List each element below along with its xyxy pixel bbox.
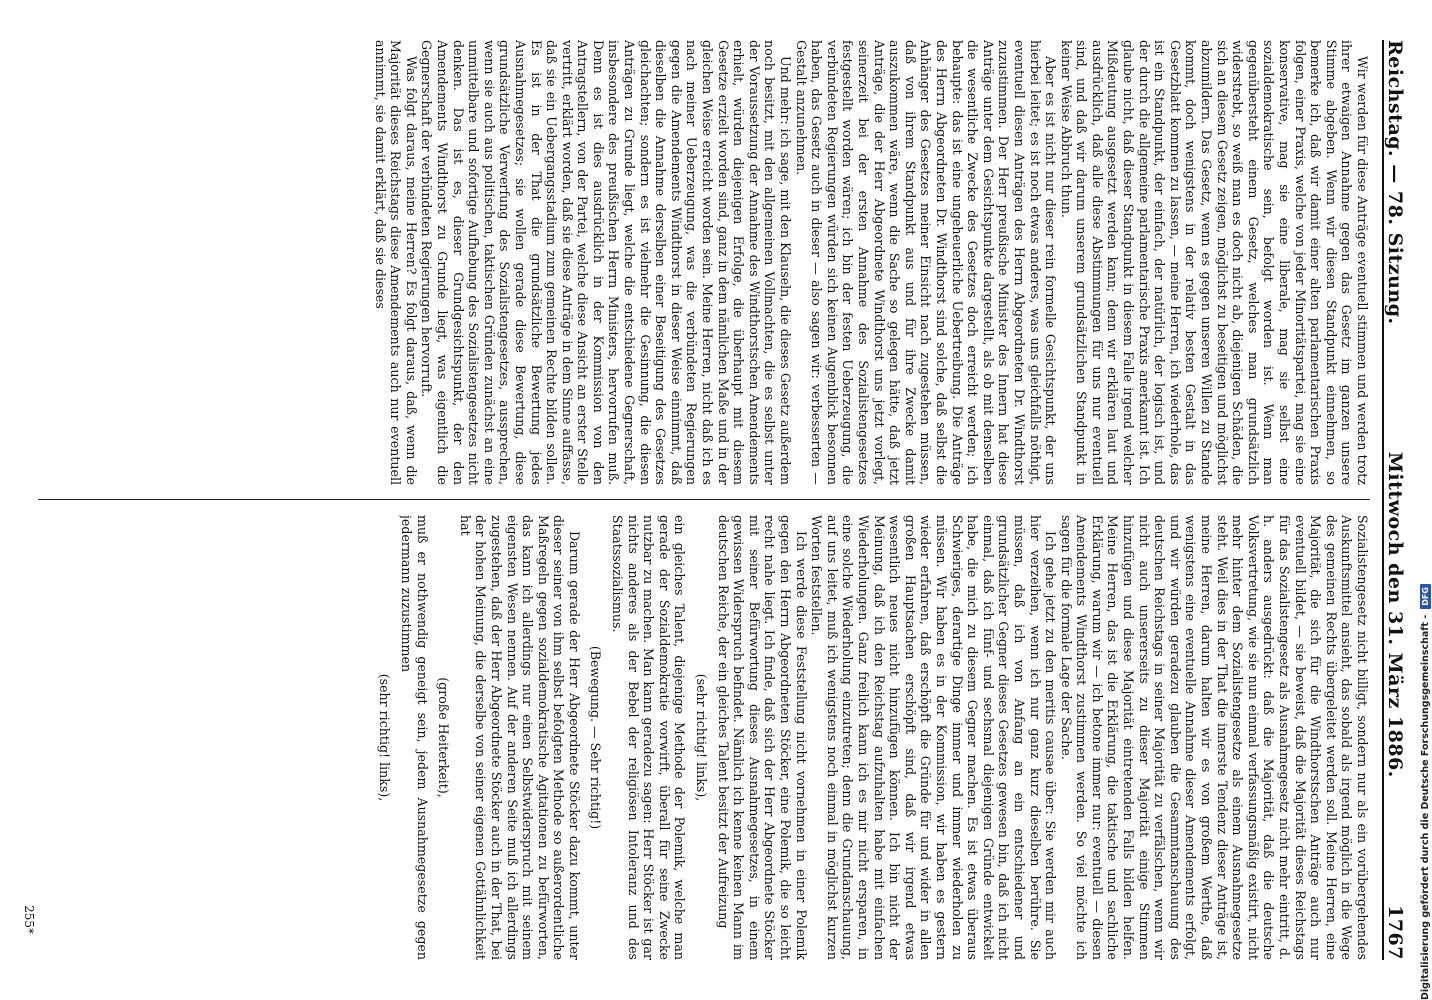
paragraph: Wir werden für diese Anträge eventuell stimmen und werden trotz ihrer etwaigen Annahme gegen das Gesetz im ganzen unsere Stimme abgeben. Wenn wir diesen Standpunkt einnehmen, so bemerke ich, daß wir damit einer alten parlamentarischen Praxis folgen, einer Praxis, welche von jeder Minoritätspartei, mag sie eine konservative, mag sie eine liberale, mag sie selbst eine sozialdemokratische sein, befolgt worden ist. Wenn man gegenübersteht einem Gesetz, welches man grundsätzlich widerstrebt, so weiß man es doch nicht ab, diejenigen Schäden, die sich an diesem Gesetz zeigen, möglichst zu beseitigen und möglichst abzumildern. Das Gesetz, wenn es gegen unseren Willen zu Stande kommt, doch wenigstens in der relativ besten Gestalt in das Gesetzblatt kommen zu lassen, — meine Herren, ich wiederhole, das ist ein Standpunkt, der einfach, der natürlich, der logisch ist, und der durch die allgemeine parlamentarische Praxis anerkannt ist. Ich glaube nicht, daß dieser Standpunkt in diesem Falle irgend welcher Mißdeutung ausgesetzt werden kann; denn wir erklären laut und ausdrücklich, daß alle diese Abstimmungen für uns nur eventuell sind, und daß wir darum unserem grundsätzlichen Standpunkt in keiner Weise Abbruch thun. (1058, 40, 1370, 485)
paragraph: ein gleiches Talent, diejenige Methode der Polemik, welche man gerade der Sozialdemokratie vorwirft, überall für seine Zwecke nutzbar zu machen. Man kann geradezu sagen: Herr Stöcker ist gar nichts anderes als der Bebel der religiösen Intoleranz und des Staatssozialismus. (610, 515, 688, 960)
text-column-left (38, 40, 1370, 485)
digitization-credit (1418, 0, 1432, 1000)
header-left: Reichstag. — 78. Sitzung. (1384, 40, 1406, 325)
column-divider (38, 499, 1370, 500)
page-number: 1767 (1384, 905, 1406, 960)
credit-text: Digitalisierung gefördert durch die Deutsche Forschungsgemeinschaft - (1419, 614, 1431, 1000)
paragraph: muß er nothwendig geneigt sein, jedem Ausnahmegesetze gegen jedermann zuzustimmen (398, 515, 430, 960)
paragraph: Ich werde diese Feststellung nicht vornehmen in einer Polemik gegen den Herrn Abgeordneten Stöcker, eine Polemik, die so leicht recht nahe liegt. Ich finde, daß sich der Herr Abgeordnete Stöcker mit seiner Befürwortung dieses Ausnahmegesetzes, in einem gewissen Widerspruch befindet. Nämlich ich kenne keinen Mann im deutschen Reiche, der ein gleiches Talent besitzt der Aufreizung (715, 515, 809, 960)
text-column-right (38, 515, 1370, 960)
running-head (1382, 40, 1418, 960)
paragraph: Was folgt daraus, meine Herren? Es folgt daraus, daß, wenn die Majorität dieses Reichstags diese Amendements auch nur eventuell annimmt, sie damit erklärt, daß sie dieses (372, 40, 419, 485)
paragraph: Ich gehe jetzt zu den meritis causae über: Sie werden mir auch hier verzeihen, wenn ich nur ganz kurz dieselben berühre. Sie müssen, daß ich von Anfang an ein entschiedener und grundsätzlicher Gegner dieses Gesetzes gewesen bin, daß ich nicht einmal, daß ich fünf- und sechsmal diejenigen Gründe entwickelt habe, die mich zu diesem Gegner machen. Es ist etwas überaus Schwieriges, derartige Dinge immer und immer wiederholen zu müssen. Wir haben es in der Kommission, wir haben es gestern wieder erfahren, daß erschöpft die Gründe für und wider in allen großen Hauptsachen erschöpft sind, daß wir irgend etwas wesentlich neues nicht hinzufügen können. Ich bin nicht der Meinung, daß ich den Reichstag aufzuhalten habe mit einfachen Wiederholungen. Ganz freilich kann ich es mir nicht ersparen, in eine solche Wiederholung einzutreten; denn die Grundanschauung, auf uns leitet, muß ich wenigstens noch einmal in möglichst kurzen Worten feststellen. (809, 515, 1059, 960)
interjection: (sehr richtig! links), (694, 673, 710, 802)
paragraph: Darum gerade der Herr Abgeordnete Stöcker dazu kommt, unter dieser seiner von ihm selbst befolgten Methode so außerordentliche Maßregeln gegen sozialdemokratische Agitationen zu befürworten, das kann ich allerdings nur einen Selbstwiderspruch mit seinem eigensten Wesen nennen. Auf der anderen Seite muß ich allerdings zugestehen, daß der Herr Abgeordnete Stöcker auch in der That, bei der hohen Meinung, die derselbe von seiner eigenen Gottähnlichkeit hat (457, 515, 582, 960)
paragraph: Aber es ist nicht nur dieser rein formelle Gesichtspunkt, der uns hierbei leitet; es ist noch etwas anderes, was uns gleichfalls nöthigt, eventuell diesen Anträgen des Herrn Abgeordneten Dr. Windthorst zuzustimmen. Der Herr preußische Minister des Innern hat diese Anträge unter dem Gesichtspunkte dargestellt, als ob mit denselben die wesentliche Zwecke des Gesetzes doch erreicht werden; ich behaupte: das ist eine ungeheuerliche Uebertreibung. Die Anträge des Herrn Abgeordneten Dr. Windthorst sind solche, daß selbst die Anhänger des Gesetzes meiner Einsicht nach zugestehen müssen, daß von ihrem Standpunkt aus und für ihre Zwecke damit auszukommen wäre, wenn die Sache so gelegen hätte, daß jetzt Anträge, die der Herr Abgeordnete Windthorst uns jetzt vorlegt, seinerzeit bei der ersten Annahme des Sozialistengesetzes festgestellt worden wären; ich bin der festen Ueberzeugung, die verbündeten Regierungen würden sich keinen Augenblick besonnen haben, das Gesetz auch in dieser — also sagen wir: verbesserten — Gestalt anzunehmen. (793, 40, 1059, 485)
signature-mark: 255* (22, 905, 36, 934)
interjection: (Bewegung. — Sehr richtig!) (588, 645, 604, 830)
paragraph: Sozialistengesetz nicht billigt, sondern nur als ein vorübergehendes Auskunftsmittel ansieht, das sobald als irgend möglich in die Wege des gemeinen Rechts übergeleitet werden soll. Meine Herren, eine Majorität, die sich für die Windthorstschen Anträge auch nur eventuell bildet, — sie beweist, daß die Majorität dieses Reichstags für das Sozialistengesetz als Ausnahmegesetz nicht mehr eintritt, d. h. anders ausgedrückt: daß die Majorität, daß die deutsche Volksvertretung, wie sie nun einmal verfassungsmäßig existirt, nicht mehr hinter dem Sozialistengesetze als einem Ausnahmegesetze steht. Weil dies in der That die innerste Tendenz dieser Anträge ist, meine Herren, darum halten wir es von großem Werthe, daß wenigstens eine eventuelle Annahme dieser Amendements erfolgt, und wir würden geradezu glauben die Gesammtanschauung des deutschen Reichstags in seiner Majorität zu verfälschen, wenn wir nicht auch unsererseits zu dieser Majorität einige Stimmen hinzufügen und diese Majorität eintretenden Falls bilden helfen. Meine Herren, das ist die Erklärung, die taktische und sachliche Erklärung, warum wir — ich betone immer nur: eventuell — diesen Amendements Windthorst zustimmen werden. So viel möchte ich sagen für die formale Lage der Sache. (1058, 515, 1370, 960)
paragraph: Und mehr: ich sage, mit den Klauseln, die dieses Gesetz außerdem noch besitzt, mit den allgemeinen Vollmachten, die es selbst unter der Voraussetzung der Annahme des Windthorstschen Amendements erhielt, würden diejenigen Erfolge, die überhaupt mit diesem Gesetze erzielt worden sind, ganz in dem nämlichen Maße und in der gleichen Weise erreicht worden sein. Meine Herren, nicht daß ich es nach meiner Ueberzeugung, was die verbündeten Regierungen gegen die Amendements Windthorst in dieser Weise einnimmt, daß dieselben die Annahme derselben einer Beseitigung des Gesetzes gleichachten; sondern es ist vielmehr die Gesinnung, die diesen Anträgen zu Grunde liegt, welche die entschiedene Gegnerschaft, insbesondere des preußischen Herrn Ministers, hervorrufen muß. Denn es ist dies ausdrücklich in der Kommission von den Antragstellern, von der Partei, welche diese Ansicht an erster Stelle vertritt, erklärt worden, daß sie diese Anträge in dem Sinne auffasse, daß sie ein Uebergangsstadium zum gemeinen Rechte bilden sollen. Es ist in der That die grundsätzliche Bewertung jedes Ausnahmegesetzes; sie wollen gerade diese Bewertung, diese grundsätzliche Verwerfung des Sozialistengesetzes, aussprechen, wenn sie auch aus politischen, taktischen Gründen zunächst an eine unmittelbare und sofortige Aufhebung des Sozialistengesetzes nicht denken. Das ist es, dieser Grundgesichtspunkt, der den Amendements Windthorst zu Grunde liegt, was eigentlich die Gegnerschaft der verbündeten Regierungen hervorruft. (419, 40, 794, 485)
header-date: Mittwoch den 31. März 1886. (1384, 451, 1406, 778)
interjection: (sehr richtig! links), (377, 673, 393, 802)
dfg-logo: DFG (1420, 584, 1431, 609)
interjection: (große Heiterkeit), (436, 677, 452, 798)
